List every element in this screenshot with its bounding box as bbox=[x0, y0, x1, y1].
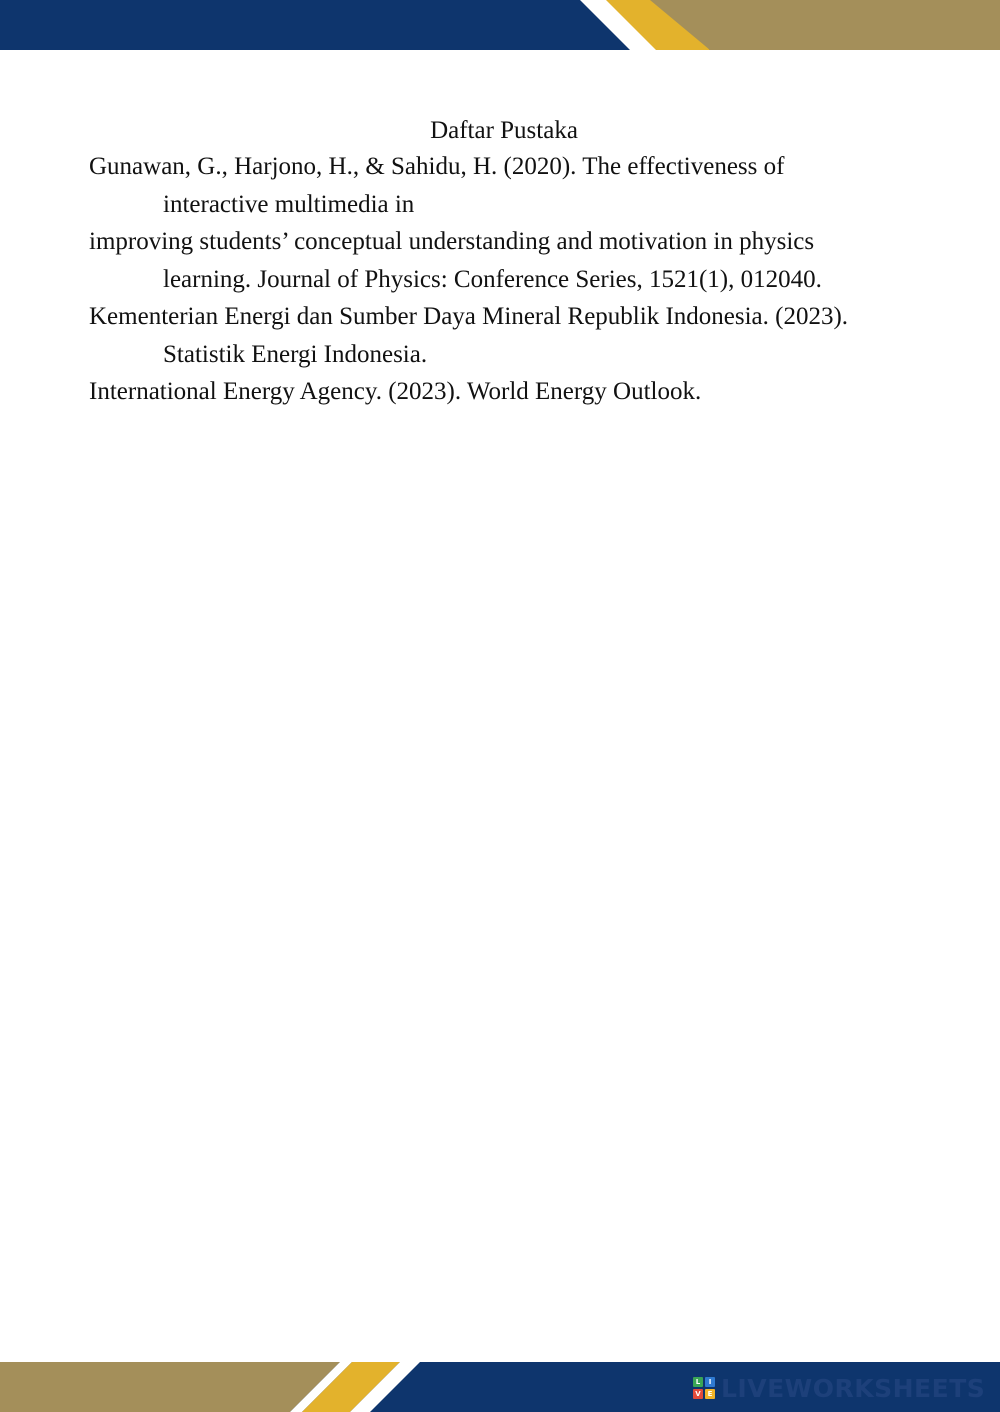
reference-item bbox=[89, 223, 919, 298]
reference-line: interactive multimedia in bbox=[163, 190, 415, 218]
page-title: Daftar Pustaka bbox=[430, 117, 578, 144]
reference-line: Statistik Energi Indonesia. bbox=[163, 340, 428, 368]
watermark-text: LIVEWORKSHEETS bbox=[721, 1373, 986, 1403]
header-decorative-band bbox=[0, 0, 1000, 50]
header-band-graphic bbox=[0, 0, 1000, 50]
reference-item bbox=[89, 298, 919, 373]
logo-letter: L bbox=[693, 1377, 703, 1387]
reference-line: improving students’ conceptual understanding and motivation in physics bbox=[89, 228, 815, 255]
logo-letter: E bbox=[705, 1389, 715, 1399]
reference-line: learning. Journal of Physics: Conference Series, 1521(1), 012040. bbox=[163, 265, 822, 293]
reference-item bbox=[89, 373, 919, 411]
reference-line: Kementerian Energi dan Sumber Daya Mineral Republik Indonesia. (2023). bbox=[89, 303, 849, 330]
logo-letter: V bbox=[693, 1389, 703, 1399]
logo-letter: I bbox=[705, 1377, 715, 1387]
reference-line: International Energy Agency. (2023). World Energy Outlook. bbox=[89, 378, 702, 405]
reference-item bbox=[89, 148, 919, 223]
document-body bbox=[89, 114, 919, 411]
reference-line: Gunawan, G., Harjono, H., & Sahidu, H. (2020). The effectiveness of bbox=[89, 153, 785, 180]
liveworksheets-logo-icon bbox=[693, 1377, 715, 1399]
liveworksheets-watermark bbox=[693, 1375, 985, 1401]
